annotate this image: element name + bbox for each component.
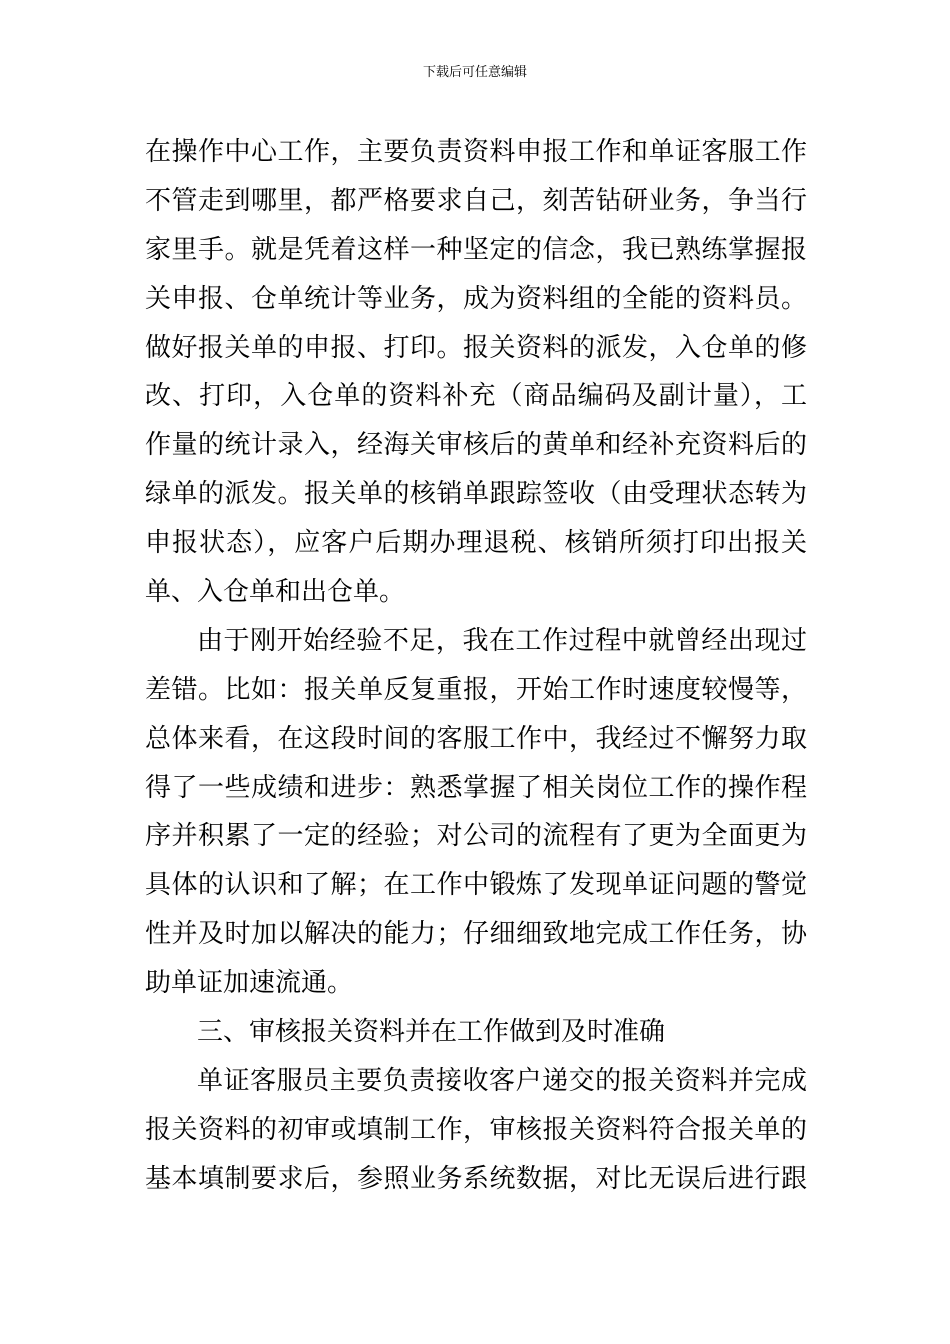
text-line: 单、入仓单和出仓单。: [145, 577, 406, 608]
text-line: 作量的统计录入，经海关审核后的黄单和经补充资料后的: [145, 430, 807, 461]
text-line: 家里手。就是凭着这样一种坚定的信念，我已熟练掌握报: [145, 234, 807, 265]
text-line: 不管走到哪里，都严格要求自己，刻苦钻研业务，争当行: [145, 185, 807, 216]
text-line: 三、审核报关资料并在工作做到及时准确: [197, 1017, 666, 1048]
text-line: 报关资料的初审或填制工作，审核报关资料符合报关单的: [145, 1114, 807, 1145]
text-line: 由于刚开始经验不足，我在工作过程中就曾经出现过: [197, 625, 807, 656]
text-line: 改、打印，入仓单的资料补充（商品编码及副计量），工: [145, 381, 807, 412]
text-line: 具体的认识和了解；在工作中锻炼了发现单证问题的警觉: [145, 870, 807, 901]
text-line: 差错。比如：报关单反复重报，开始工作时速度较慢等，: [145, 674, 807, 705]
text-line: 在操作中心工作，主要负责资料申报工作和单证客服工作: [145, 137, 807, 167]
text-line: 助单证加速流通。: [145, 968, 354, 999]
text-line: 绿单的派发。报关单的核销单跟踪签收（由受理状态转为: [145, 479, 807, 510]
text-line: 总体来看，在这段时间的客服工作中，我经过不懈努力取: [145, 723, 807, 754]
text-line: 申报状态），应客户后期办理退税、核销所须打印出报关: [145, 528, 807, 559]
text-line: 基本填制要求后，参照业务系统数据，对比无误后进行跟: [145, 1163, 807, 1194]
text-line: 做好报关单的申报、打印。报关资料的派发，入仓单的修: [145, 332, 807, 363]
text-line: 性并及时加以解决的能力；仔细细致地完成工作任务，协: [145, 919, 807, 950]
text-line: 关申报、仓单统计等业务，成为资料组的全能的资料员。: [145, 283, 807, 314]
page-header: 下载后可任意编辑: [422, 65, 527, 80]
text-line: 序并积累了一定的经验；对公司的流程有了更为全面更为: [145, 821, 807, 852]
document-body: [145, 128, 807, 1204]
text-line: 单证客服员主要负责接收客户递交的报关资料并完成: [197, 1065, 807, 1096]
text-line: 得了一些成绩和进步：熟悉掌握了相关岗位工作的操作程: [145, 772, 807, 803]
